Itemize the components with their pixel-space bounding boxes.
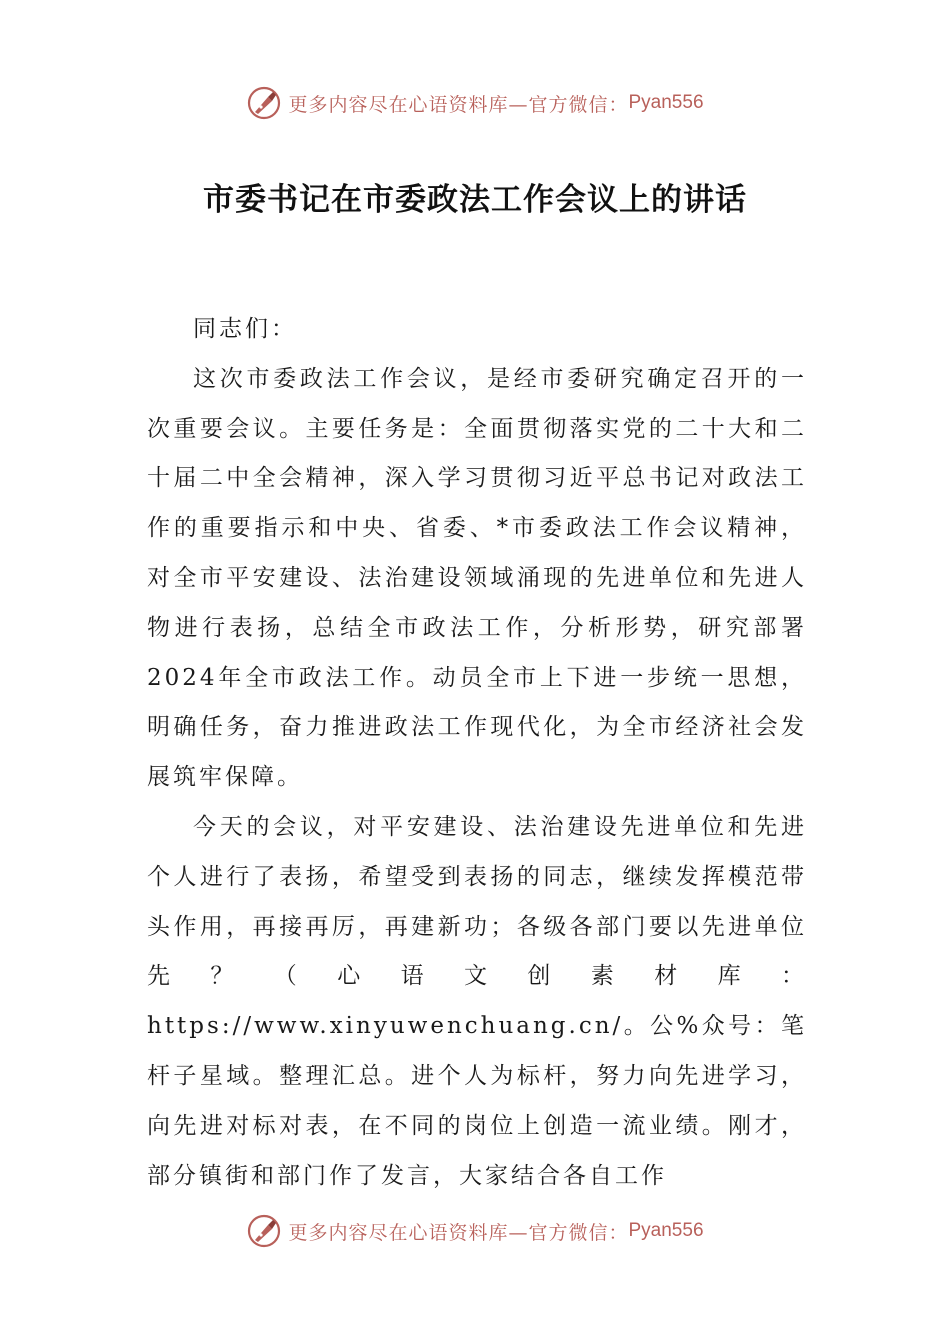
banner-text: 更多内容尽在心语资料库—官方微信： — [288, 1221, 629, 1244]
footer-banner — [0, 1211, 950, 1251]
salutation: 同志们： — [193, 316, 297, 342]
banner-text: 更多内容尽在心语资料库—官方微信： — [288, 93, 629, 116]
header-banner — [0, 83, 950, 123]
pen-nib-circle-icon — [246, 85, 282, 121]
document-body — [147, 305, 807, 1201]
paragraph: 今天的会议，对平安建设、法治建设先进单位和先进个人进行了表扬，希望受到表扬的同志，继续发挥模范带头作用，再接再厉，再建新功；各级各部门要以先进单位先？（心语文创素材库：https://www.xinyuwenchuang.cn/。公%众号：笔杆子星域。整理汇总。进个人为标杆，努力向先进学习，向先进对标对表，在不同的岗位上创造一流业绩。刚才，部分镇街和部门作了发言，大家结合各自工作 — [147, 813, 807, 1189]
wechat-id: Pyan556 — [628, 92, 704, 113]
page-title: 市委书记在市委政法工作会议上的讲话 — [203, 182, 747, 218]
pen-nib-circle-icon — [246, 1213, 282, 1249]
wechat-id: Pyan556 — [628, 1220, 704, 1241]
paragraph: 这次市委政法工作会议，是经市委研究确定召开的一次重要会议。主要任务是：全面贯彻落实党的二十大和二十届二中全会精神，深入学习贯彻习近平总书记对政法工作的重要指示和中央、省委、*市委政法工作会议精神，对全市平安建设、法治建设领域涌现的先进单位和先进人物进行表扬，总结全市政法工作，分析形势，研究部署2024年全市政法工作。动员全市上下进一步统一思想，明确任务，奋力推进政法工作现代化，为全市经济社会发展筑牢保障。 — [147, 365, 807, 791]
